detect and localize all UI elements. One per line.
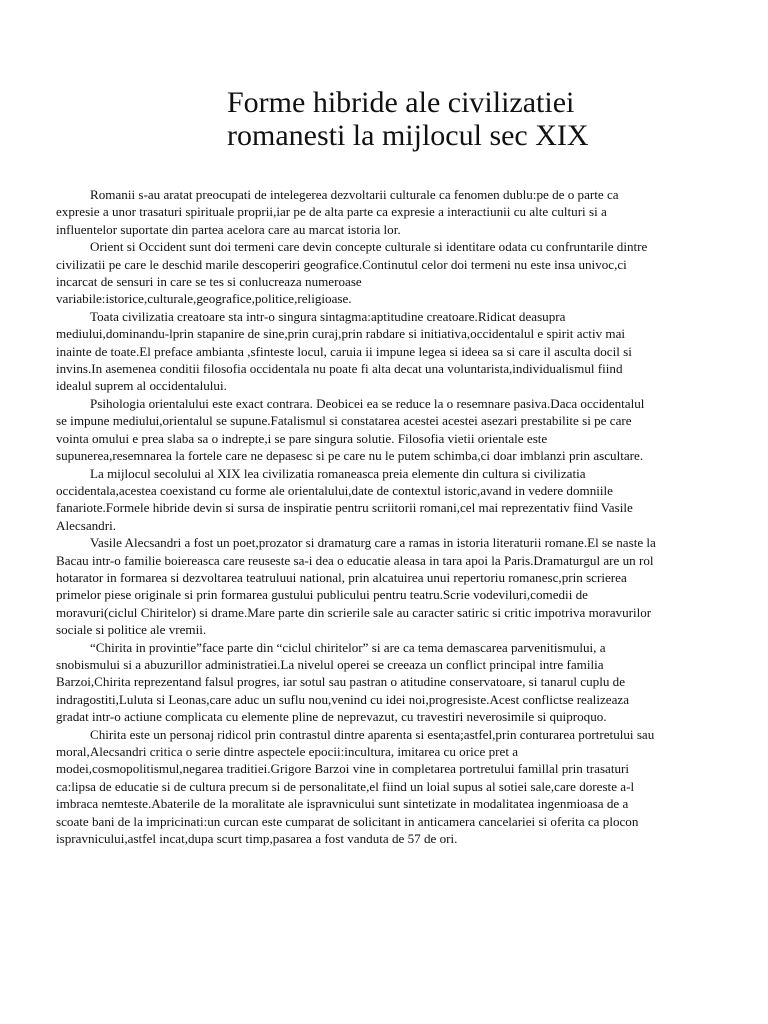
body-paragraph: La mijlocul secolului al XIX lea civilizatia romaneasca preia elemente din cultura si civilizatia occidentala,acestea coexistand cu forme ale orientalului,date de contextul istoric,avand in vedere domniile fanariote.Formele hibride devin si sursa de inspiratie pentru scriitorii romani,cel mai reprezentativ fiind Vasile Alecsandri.: [56, 465, 633, 533]
body-paragraph: Toata civilizatia creatoare sta intr-o singura sintagma:aptitudine creatoare.Ridicat deasupra mediului,dominandu-lprin stapanire de sine,prin curaj,prin rabdare si initiativa,occidentalul e spirit activ mai inainte de toate.El preface ambianta ,sfinteste locul, caruia ii impune legea si ideea sa si care il asculta docil si invins.In asemenea conditii filosofia occidentala nu poate fi alta decat una voluntarista,individualismul fiind idealul suprem al occidentalului.: [56, 308, 632, 394]
body-paragraph: Romanii s-au aratat preocupati de intelegerea dezvoltarii culturale ca fenomen dublu:pe de o parte ca expresie a unor trasaturi spirituale proprii,iar pe de alta parte ca expresie a interactiunii cu alte culturi si a influentelor suportate din partea acelora care au marcat istoria lor.: [56, 187, 619, 237]
body-paragraph: Orient si Occident sunt doi termeni care devin concepte culturale si identitare odata cu confruntarile dintre civilizatii pe care le deschid marile descoperiri geografice.Continutul celor doi termeni nu este insa univoc,ci incarcat de sensuri in care se tes si conlucreaza numeroase variabile:istorice,culturale,geografice,politice,religioase.: [56, 239, 648, 307]
body-paragraph: Psihologia orientalului este exact contrara. Deobicei ea se reduce la o resemnare pasiva.Daca occidentalul se impune mediului,orientalul se supune.Fatalismul si constatarea acestei acestei asezari prestabilite si pe care vointa omului e prea slaba sa o indrepte,i se pare singura solutie. Filosofia vietii orientale este supunerea,resemnarea la fortele care ne depasesc si pe care nu le putem schimba,ci doar imblanzi prin ascultare.: [56, 395, 645, 464]
body-paragraph: Chirita este un personaj ridicol prin contrastul dintre aparenta si esenta;astfel,prin conturarea portretului sau moral,Alecsandri critica o serie dintre aspectele epocii:incultura, imitarea cu orice pret a modei,cosmopolitismul,negarea traditiei.Grigore Barzoi vine in completarea portretului famillal prin trasaturi ca:lipsa de educatie si de cultura precum si de personalitate,el fiind un loial supus al sotiei sale,care doreste a-l imbraca nemteste.Abaterile de la moralitate ale ispravnicului sunt sintetizate in modalitatea ingenmioasa de a scoate bani de la impricinati:un curcan este cumparat de solicitant in anticamera cancelariei si oferita ca plocon ispravnicului,astfel incat,dupa scurt timp,pasarea a fost vanduta de 57 de ori.: [56, 726, 655, 847]
body-paragraph: “Chirita in provintie”face parte din “ciclul chiritelor” si are ca tema demascarea parvenitismului, a snobismului si a abuzurillor administratiei.La nivelul operei se creeaza un conflict principal intre familia Barzoi,Chirita reprezentand falsul progres, iar sotul sau pastran o atitudine conservatoare, si tanarul cuplu de indragostiti,Luluta si Leonas,care aduc un suflu nou,venind cu idei noi,progresiste.Acest conflictse realizeaza gradat intr-o actiune complicata cu elemente pline de neprevazut, cu travestiri neverosimile si quiproquo.: [56, 639, 630, 725]
title-line: romanesti la mijlocul sec XIX: [227, 119, 589, 152]
document-title: [227, 86, 667, 152]
title-line: Forme hibride ale civilizatiei: [227, 86, 575, 119]
body-paragraph: Vasile Alecsandri a fost un poet,prozator si dramaturg care a ramas in istoria literaturii romane.El se naste la Bacau intr-o familie boiereasca care reuseste sa-i dea o educatie aleasa in tara apoi la Paris.Dramaturgul are un rol hotarator in formarea si dezvoltarea teatruluui national, prin alcatuirea unui repertoriu romanesc,prin scrierea primelor piese originale si prin formarea gustului publicului pentru teatru.Scrie vodeviluri,comedii de moravuri(ciclul Chiritelor) si drame.Mare parte din scrierile sale au caracter satiric si critic impotriva moravurilor sociale si politice ale vremii.: [56, 535, 656, 638]
document-body: [56, 186, 658, 847]
